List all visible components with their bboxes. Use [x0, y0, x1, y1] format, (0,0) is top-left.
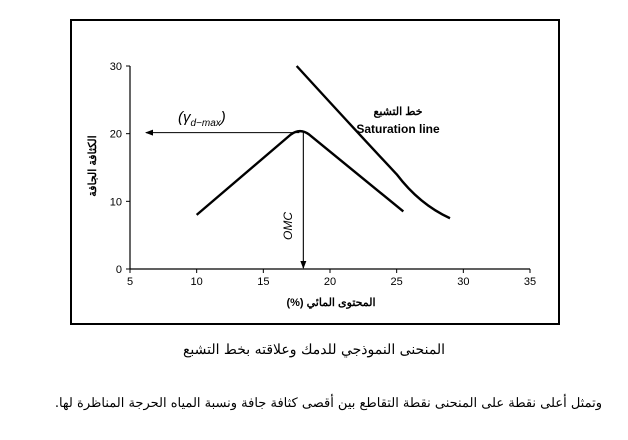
y-axis-label: الكثافة الجافة	[87, 135, 99, 197]
x-tick-label: 25	[390, 276, 403, 288]
figure-caption: المنحنى النموذجي للدمك وعلاقته بخط التشبع	[182, 342, 446, 358]
y-tick-label: 30	[109, 61, 122, 73]
y-tick-label: 10	[109, 196, 122, 209]
x-axis-label: المحتوى المائي (%)	[286, 297, 376, 309]
series-group	[146, 66, 450, 268]
x-tick-label: 5	[126, 276, 134, 288]
compaction-curve	[197, 131, 404, 215]
saturation-label-ar: خط التشبع	[373, 106, 423, 118]
x-tick-label: 30	[457, 276, 470, 288]
x-tick-label: 10	[190, 276, 203, 288]
gamma-subscript: d−max	[190, 118, 221, 129]
figure-note: وتمثل أعلى نقطة على المنحنى نقطة التقاطع بين أقصى كثافة جافة ونسبة المياه الحرجة المناظرة لها.	[54, 396, 602, 411]
gamma-max-label	[178, 109, 226, 129]
y-tick-label: 0	[115, 264, 122, 276]
gamma-label: (γ	[178, 109, 191, 126]
saturation-label-en: Saturation line	[356, 122, 440, 136]
axes	[130, 66, 530, 269]
gamma-close: )	[220, 109, 226, 126]
x-tick-label: 35	[523, 276, 537, 288]
x-tick-label: 20	[323, 276, 337, 288]
x-tick-label: 15	[257, 276, 270, 288]
omc-label: OMC	[281, 212, 295, 240]
y-tick-label: 20	[109, 128, 122, 141]
